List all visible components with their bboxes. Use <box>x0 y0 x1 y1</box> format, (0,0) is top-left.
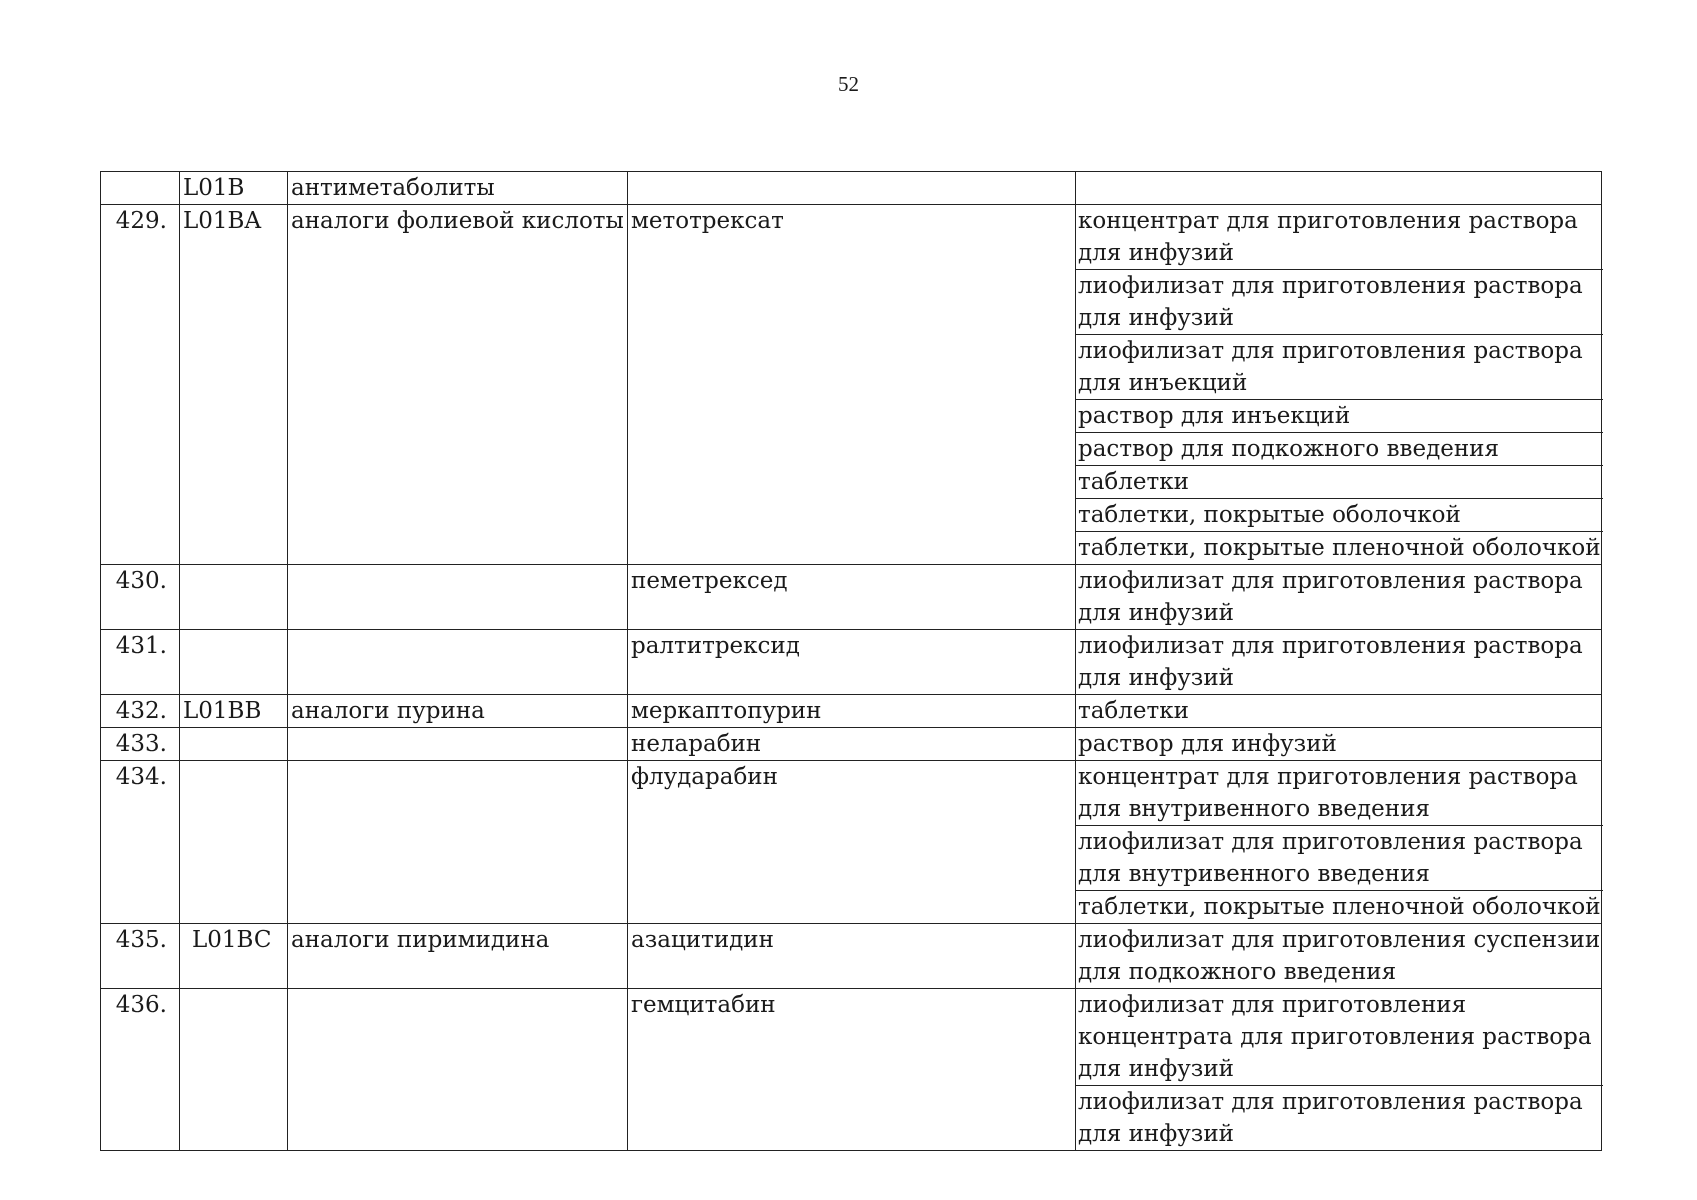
row-number: 431. <box>101 630 180 694</box>
pharmacological-group <box>288 728 628 760</box>
table-row <box>100 171 1602 205</box>
row-number <box>101 172 180 204</box>
dosage-form: лиофилизат для приготовления раствора для инфузий <box>1076 270 1603 335</box>
table-row <box>100 630 1602 695</box>
drug-name: ралтитрексид <box>628 630 1076 694</box>
pharmacological-group <box>288 630 628 694</box>
dosage-form: таблетки <box>1078 698 1189 724</box>
table-row <box>100 728 1602 761</box>
dosage-form: раствор для подкожного введения <box>1076 433 1603 466</box>
row-number: 436. <box>101 989 180 1150</box>
table-row <box>100 761 1602 924</box>
row-number: 433. <box>101 728 180 760</box>
row-number: 434. <box>101 761 180 923</box>
dosage-forms <box>1076 924 1603 988</box>
dosage-forms <box>1076 565 1603 629</box>
page-number: 52 <box>838 72 859 96</box>
pharmacological-group: аналоги пиримидина <box>288 924 628 988</box>
dosage-form: раствор для инфузий <box>1078 731 1337 757</box>
dosage-form: лиофилизат для приготовления раствора для инфузий <box>1078 1089 1583 1147</box>
drug-table <box>100 171 1602 1151</box>
pharmacological-group: аналоги пурина <box>288 695 628 727</box>
drug-name: азацитидин <box>628 924 1076 988</box>
pharmacological-group: антиметаболиты <box>288 172 628 204</box>
pharmacological-group <box>288 565 628 629</box>
dosage-forms <box>1076 728 1603 760</box>
row-number: 432. <box>101 695 180 727</box>
atc-code <box>180 630 288 694</box>
table-row <box>100 989 1602 1151</box>
dosage-forms <box>1076 761 1603 923</box>
drug-name: меркаптопурин <box>628 695 1076 727</box>
drug-name: флударабин <box>628 761 1076 923</box>
atc-code: L01BC <box>180 924 288 988</box>
atc-code: L01BA <box>180 205 288 564</box>
dosage-form: лиофилизат для приготовления раствора для инфузий <box>1078 633 1583 691</box>
drug-name: гемцитабин <box>628 989 1076 1150</box>
drug-name <box>628 172 1076 204</box>
dosage-form: концентрат для приготовления раствора для инфузий <box>1076 205 1603 270</box>
drug-name: неларабин <box>628 728 1076 760</box>
atc-code: L01BB <box>180 695 288 727</box>
dosage-forms <box>1076 172 1603 204</box>
dosage-form: таблетки <box>1076 466 1603 499</box>
row-number: 429. <box>101 205 180 564</box>
dosage-form: лиофилизат для приготовления концентрата для приготовления раствора для инфузий <box>1076 989 1603 1086</box>
dosage-form: таблетки, покрытые пленочной оболочкой <box>1078 894 1601 920</box>
atc-code <box>180 989 288 1150</box>
dosage-form: лиофилизат для приготовления суспензии для подкожного введения <box>1078 927 1601 985</box>
dosage-form <box>1076 172 1603 204</box>
table-row <box>100 924 1602 989</box>
dosage-form: лиофилизат для приготовления раствора для внутривенного введения <box>1076 826 1603 891</box>
dosage-form: концентрат для приготовления раствора для внутривенного введения <box>1076 761 1603 826</box>
table-row <box>100 695 1602 728</box>
dosage-form: лиофилизат для приготовления раствора для инъекций <box>1076 335 1603 400</box>
dosage-forms <box>1076 205 1603 564</box>
dosage-form: таблетки, покрытые пленочной оболочкой <box>1078 535 1601 561</box>
drug-name: пеметрексед <box>628 565 1076 629</box>
table-row <box>100 565 1602 630</box>
row-number: 430. <box>101 565 180 629</box>
pharmacological-group: аналоги фолиевой кислоты <box>288 205 628 564</box>
dosage-form: раствор для инъекций <box>1076 400 1603 433</box>
pharmacological-group <box>288 989 628 1150</box>
drug-name: метотрексат <box>628 205 1076 564</box>
dosage-form: таблетки, покрытые оболочкой <box>1076 499 1603 532</box>
row-number: 435. <box>101 924 180 988</box>
dosage-form: лиофилизат для приготовления раствора для инфузий <box>1078 568 1583 626</box>
atc-code <box>180 565 288 629</box>
atc-code <box>180 761 288 923</box>
dosage-forms <box>1076 695 1603 727</box>
atc-code <box>180 728 288 760</box>
pharmacological-group <box>288 761 628 923</box>
atc-code: L01B <box>180 172 288 204</box>
table-row <box>100 205 1602 565</box>
dosage-forms <box>1076 989 1603 1150</box>
dosage-forms <box>1076 630 1603 694</box>
